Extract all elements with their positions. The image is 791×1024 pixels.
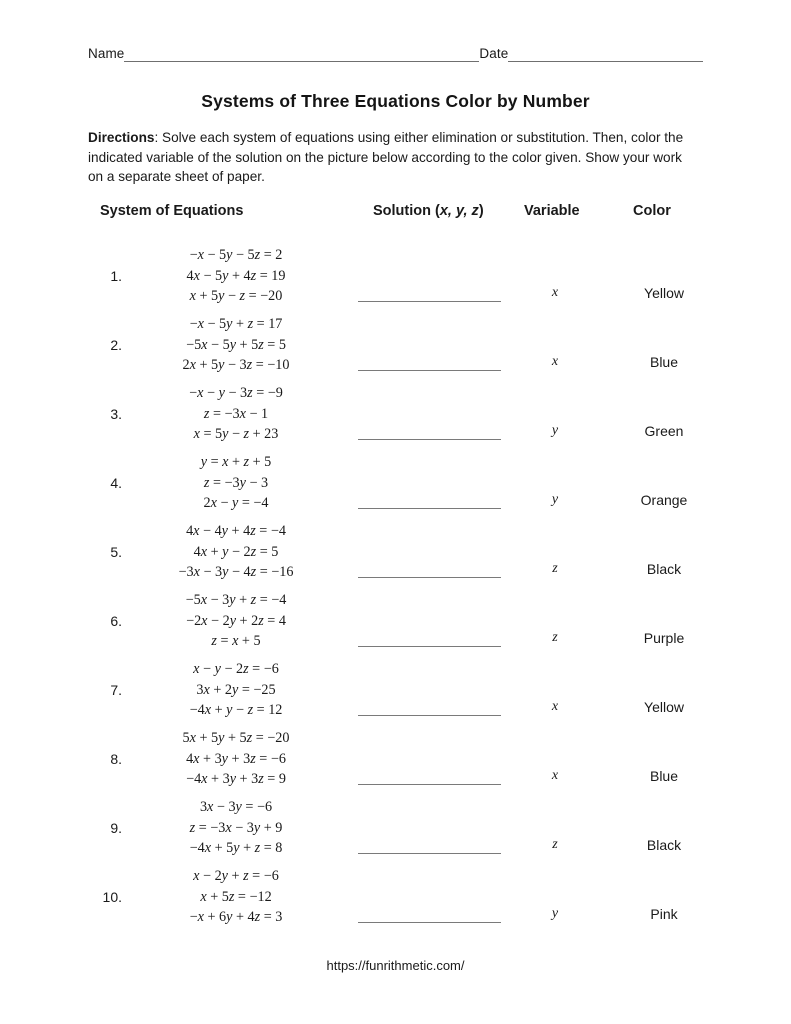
- solution-prefix: Solution (: [373, 203, 440, 219]
- equation-line: 4x + y − 2z = 5: [193, 543, 279, 560]
- problem-number: 9.: [110, 819, 122, 836]
- color-value: Yellow: [644, 285, 684, 301]
- problem-number: 8.: [110, 750, 122, 767]
- equation-line: x − y − 2z = −6: [193, 661, 279, 677]
- problem-row: [0, 521, 791, 590]
- equation-line: −4x + 3y + 3z = 9: [186, 771, 286, 787]
- equation-group: [126, 245, 346, 307]
- equation-group: [126, 797, 346, 859]
- page-title: Systems of Three Equations Color by Number: [201, 91, 590, 111]
- variable-value: y: [551, 492, 559, 507]
- equation-line: −2x − 2y + 2z = 4: [186, 612, 286, 629]
- solution-answer-blank[interactable]: [358, 508, 501, 509]
- system-of-equations: [96, 659, 346, 721]
- directions-text: : Solve each system of equations using either elimination or substitution. Then, color the indicated variable of the solution on the picture below according to the color given. Show your work on a separate sheet of paper.: [88, 130, 684, 184]
- variable-value: z: [552, 630, 558, 645]
- color-value: Purple: [643, 630, 685, 646]
- color-value: Orange: [640, 492, 688, 508]
- equation-line: z = −3x − 1: [203, 405, 269, 422]
- solution-answer-blank[interactable]: [358, 439, 501, 440]
- variable-value: x: [551, 699, 559, 714]
- problem-row: [0, 314, 791, 383]
- column-headers: [0, 203, 791, 223]
- equation-line: −x + 6y + 4z = 3: [189, 909, 283, 925]
- equation-group: [126, 314, 346, 376]
- equation-group: [126, 521, 346, 583]
- problem-number: 10.: [102, 888, 122, 905]
- system-of-equations: [96, 866, 346, 928]
- problem-number: 7.: [110, 681, 122, 698]
- problem-row: [0, 728, 791, 797]
- equation-group: [126, 659, 346, 721]
- equation-line: −5x − 3y + z = −4: [185, 592, 287, 608]
- date-input-rule[interactable]: [508, 47, 703, 62]
- equation-group: [126, 383, 346, 445]
- equation-line: 3x − 3y = −6: [199, 799, 273, 815]
- solution-answer-blank[interactable]: [358, 784, 501, 785]
- color-value: Blue: [649, 768, 679, 784]
- solution-answer-blank[interactable]: [358, 922, 501, 923]
- equation-group: [126, 728, 346, 790]
- solution-answer-blank[interactable]: [358, 370, 501, 371]
- problem-row: [0, 659, 791, 728]
- solution-suffix: ): [478, 203, 484, 219]
- system-of-equations: [96, 314, 346, 376]
- system-of-equations: [96, 383, 346, 445]
- date-label: Date: [479, 46, 509, 61]
- column-header-color: Color: [633, 203, 671, 219]
- solution-variables: x, y, z: [439, 203, 479, 219]
- equation-line: 2x + 5y − 3z = −10: [182, 357, 290, 373]
- equation-line: −x − 5y + z = 17: [189, 316, 283, 332]
- name-input-rule[interactable]: [124, 47, 479, 62]
- variable-value: y: [551, 906, 559, 921]
- equation-line: 5x + 5y + 5z = −20: [182, 730, 290, 746]
- column-header-system: System of Equations: [100, 203, 244, 219]
- name-label: Name: [88, 46, 125, 61]
- problem-row: [0, 452, 791, 521]
- equation-line: 3x + 2y = −25: [196, 681, 276, 698]
- solution-answer-blank[interactable]: [358, 301, 501, 302]
- equation-line: −4x + 5y + z = 8: [189, 840, 283, 856]
- equation-line: z = x + 5: [211, 633, 261, 649]
- problem-number: 4.: [110, 474, 122, 491]
- equation-line: z = −3y − 3: [203, 474, 269, 491]
- equation-line: x + 5y − z = −20: [189, 288, 283, 304]
- color-value: Black: [646, 837, 682, 853]
- equation-line: x − 2y + z = −6: [193, 868, 279, 884]
- equation-line: 4x + 3y + 3z = −6: [186, 750, 286, 767]
- system-of-equations: [96, 245, 346, 307]
- column-header-solution: [373, 203, 484, 219]
- equation-line: x + 5z = −12: [200, 888, 272, 905]
- name-date-header: [88, 46, 703, 62]
- equation-line: −5x − 5y + 5z = 5: [186, 336, 286, 353]
- column-header-variable: Variable: [524, 203, 580, 219]
- system-of-equations: [96, 452, 346, 514]
- solution-answer-blank[interactable]: [358, 577, 501, 578]
- equation-line: y = x + z + 5: [200, 454, 272, 470]
- problem-number: 2.: [110, 336, 122, 353]
- problem-number: 3.: [110, 405, 122, 422]
- system-of-equations: [96, 797, 346, 859]
- problem-number: 5.: [110, 543, 122, 560]
- color-value: Green: [644, 423, 684, 439]
- variable-value: z: [552, 837, 558, 852]
- equation-line: −x − 5y − 5z = 2: [189, 247, 283, 263]
- problem-list: [0, 245, 791, 935]
- equation-line: z = −3x − 3y + 9: [189, 819, 283, 836]
- equation-line: −x − y − 3z = −9: [189, 385, 283, 401]
- system-of-equations: [96, 728, 346, 790]
- equation-line: 2x − y = −4: [203, 495, 269, 511]
- problem-number: 6.: [110, 612, 122, 629]
- variable-value: x: [551, 768, 559, 783]
- variable-value: x: [551, 285, 559, 300]
- equation-line: 4x − 5y + 4z = 19: [186, 267, 286, 284]
- solution-answer-blank[interactable]: [358, 646, 501, 647]
- equation-group: [126, 590, 346, 652]
- problem-row: [0, 797, 791, 866]
- variable-value: x: [551, 354, 559, 369]
- equation-line: −3x − 3y − 4z = −16: [178, 564, 294, 580]
- equation-line: 4x − 4y + 4z = −4: [186, 523, 286, 539]
- equation-line: −4x + y − z = 12: [189, 702, 283, 718]
- color-value: Yellow: [644, 699, 684, 715]
- directions-paragraph: [88, 128, 696, 187]
- equation-group: [126, 452, 346, 514]
- solution-answer-blank[interactable]: [358, 853, 501, 854]
- solution-answer-blank[interactable]: [358, 715, 501, 716]
- system-of-equations: [96, 590, 346, 652]
- problem-row: [0, 590, 791, 659]
- problem-row: [0, 383, 791, 452]
- problem-row: [0, 866, 791, 935]
- problem-number: 1.: [110, 267, 122, 284]
- equation-line: x = 5y − z + 23: [193, 426, 279, 442]
- color-value: Black: [646, 561, 682, 577]
- variable-value: z: [552, 561, 558, 576]
- system-of-equations: [96, 521, 346, 583]
- problem-row: [0, 245, 791, 314]
- color-value: Pink: [650, 906, 678, 922]
- equation-group: [126, 866, 346, 928]
- directions-label: Directions: [88, 130, 155, 145]
- footer-url: https://funrithmetic.com/: [326, 958, 465, 973]
- variable-value: y: [551, 423, 559, 438]
- color-value: Blue: [649, 354, 679, 370]
